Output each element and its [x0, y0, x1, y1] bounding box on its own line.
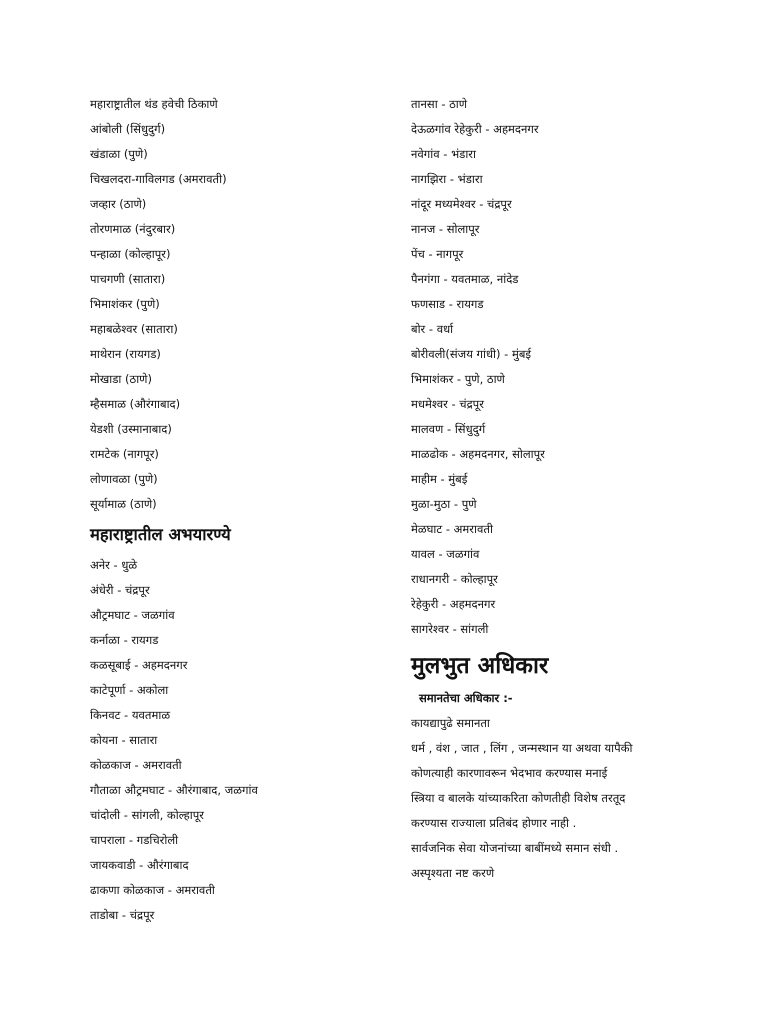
list-item: मोखाडा (ठाणे)	[90, 372, 152, 386]
list-item: किनवट - यवतमाळ	[90, 708, 171, 722]
text-line: धर्म , वंश , जात , लिंग , जन्मस्थान या अथवा यापैकी	[411, 741, 633, 755]
list-item: कर्नाळा - रायगड	[90, 633, 159, 647]
list-item: पाचगणी (सातारा)	[90, 272, 166, 286]
list-item: येडशी (उस्मानाबाद)	[90, 422, 172, 436]
list-item: गौताळा औट्रमघाट - औरंगाबाद, जळगांव	[90, 783, 258, 797]
list-item: काटेपूर्णा - अकोला	[90, 683, 169, 697]
sanctuaries-heading: महाराष्ट्रातील अभयारण्ये	[90, 525, 231, 544]
list-item: बोर - वर्धा	[411, 322, 454, 336]
list-item: चिखलदरा-गाविलगड (अमरावती)	[90, 172, 227, 186]
list-item: अंधेरी - चंद्रपूर	[90, 583, 150, 597]
list-item: खंडाळा (पुणे)	[90, 147, 148, 161]
list-item: भिमाशंकर (पुणे)	[90, 297, 160, 311]
right-column	[411, 92, 751, 886]
list-item: ढाकणा कोळकाज - अमरावती	[90, 883, 215, 897]
list-item: बोरीवली(संजय गांधी) - मुंबई	[411, 347, 532, 361]
list-item: अनेर - धुळे	[90, 558, 138, 572]
list-item: पेंच - नागपूर	[411, 247, 464, 261]
sanctuaries-list	[90, 553, 410, 928]
list-item: नवेगांव - भंडारा	[411, 147, 476, 161]
list-item: माळढोक - अहमदनगर, सोलापूर	[411, 447, 545, 461]
left-column	[90, 92, 410, 928]
list-item: पैनगंगा - यवतमाळ, नांदेड	[411, 272, 519, 286]
list-item: सूर्यामाळ (ठाणे)	[90, 497, 157, 511]
text-line: स्त्रिया व बालके यांच्याकरिता कोणतीही विशेष तरतूद	[411, 791, 626, 805]
list-item: म्हैसमाळ (औरंगाबाद)	[90, 397, 181, 411]
list-item: जव्हार (ठाणे)	[90, 197, 147, 211]
list-item: नानज - सोलापूर	[411, 222, 480, 236]
list-item: रामटेक (नागपूर)	[90, 447, 159, 461]
text-line: कोणत्याही कारणावरून भेदभाव करण्यास मनाई	[411, 766, 608, 780]
text-line: सार्वजनिक सेवा योजनांच्या बाबींमध्ये समान संधी .	[411, 841, 619, 855]
list-item: लोणावळा (पुणे)	[90, 472, 158, 486]
text-line: अस्पृश्यता नष्ट करणे	[411, 866, 495, 880]
list-item: तोरणमाळ (नंदुरबार)	[90, 222, 176, 236]
hill-stations-list	[90, 117, 410, 517]
equality-subheading: समानतेचा अधिकार :-	[419, 691, 513, 705]
list-item: रेहेकुरी - अहमदनगर	[411, 597, 496, 611]
list-item: पन्हाळा (कोल्हापूर)	[90, 247, 171, 261]
list-item: तानसा - ठाणे	[411, 97, 468, 111]
list-item: सागरेश्वर - सांगली	[411, 622, 489, 636]
list-item: माथेरान (रायगड)	[90, 347, 161, 361]
list-item: मुळा-मुठा - पुणे	[411, 497, 477, 511]
list-item: कोळकाज - अमरावती	[90, 758, 182, 772]
hill-stations-title: महाराष्ट्रातील थंड हवेची ठिकाणे	[90, 97, 218, 111]
list-item: जायकवाडी - औरंगाबाद	[90, 858, 189, 872]
text-line: कायद्यापुढे समानता	[411, 716, 490, 730]
list-item: ताडोबा - चंद्रपूर	[90, 908, 155, 922]
list-item: मधमेश्वर - चंद्रपूर	[411, 397, 484, 411]
list-item: नागझिरा - भंडारा	[411, 172, 483, 186]
list-item: महाबळेश्वर (सातारा)	[90, 322, 178, 336]
sanctuaries-list-continued	[411, 92, 751, 642]
list-item: चापराला - गडचिरोली	[90, 833, 179, 847]
list-item: फणसाड - रायगड	[411, 297, 484, 311]
list-item: राधानगरी - कोल्हापूर	[411, 572, 498, 586]
list-item: चांदोली - सांगली, कोल्हापूर	[90, 808, 205, 822]
text-line: करण्यास राज्याला प्रतिबंद होणार नाही .	[411, 816, 577, 830]
list-item: औट्रमघाट - जळगांव	[90, 608, 175, 622]
list-item: भिमाशंकर - पुणे, ठाणे	[411, 372, 505, 386]
list-item: मालवण - सिंधुदुर्ग	[411, 422, 486, 436]
list-item: कोयना - सातारा	[90, 733, 158, 747]
list-item: मेळघाट - अमरावती	[411, 522, 493, 536]
list-item: कळसूबाई - अहमदनगर	[90, 658, 188, 672]
list-item: आंबोली (सिंधुदुर्ग)	[90, 122, 166, 136]
list-item: यावल - जळगांव	[411, 547, 480, 561]
list-item: नांदूर मध्यमेश्वर - चंद्रपूर	[411, 197, 512, 211]
list-item: देऊळगांव रेहेकुरी - अहमदनगर	[411, 122, 539, 136]
equality-text	[411, 711, 751, 886]
fundamental-rights-heading: मुलभुत अधिकार	[411, 653, 549, 679]
list-item: माहीम - मुंबई	[411, 472, 468, 486]
